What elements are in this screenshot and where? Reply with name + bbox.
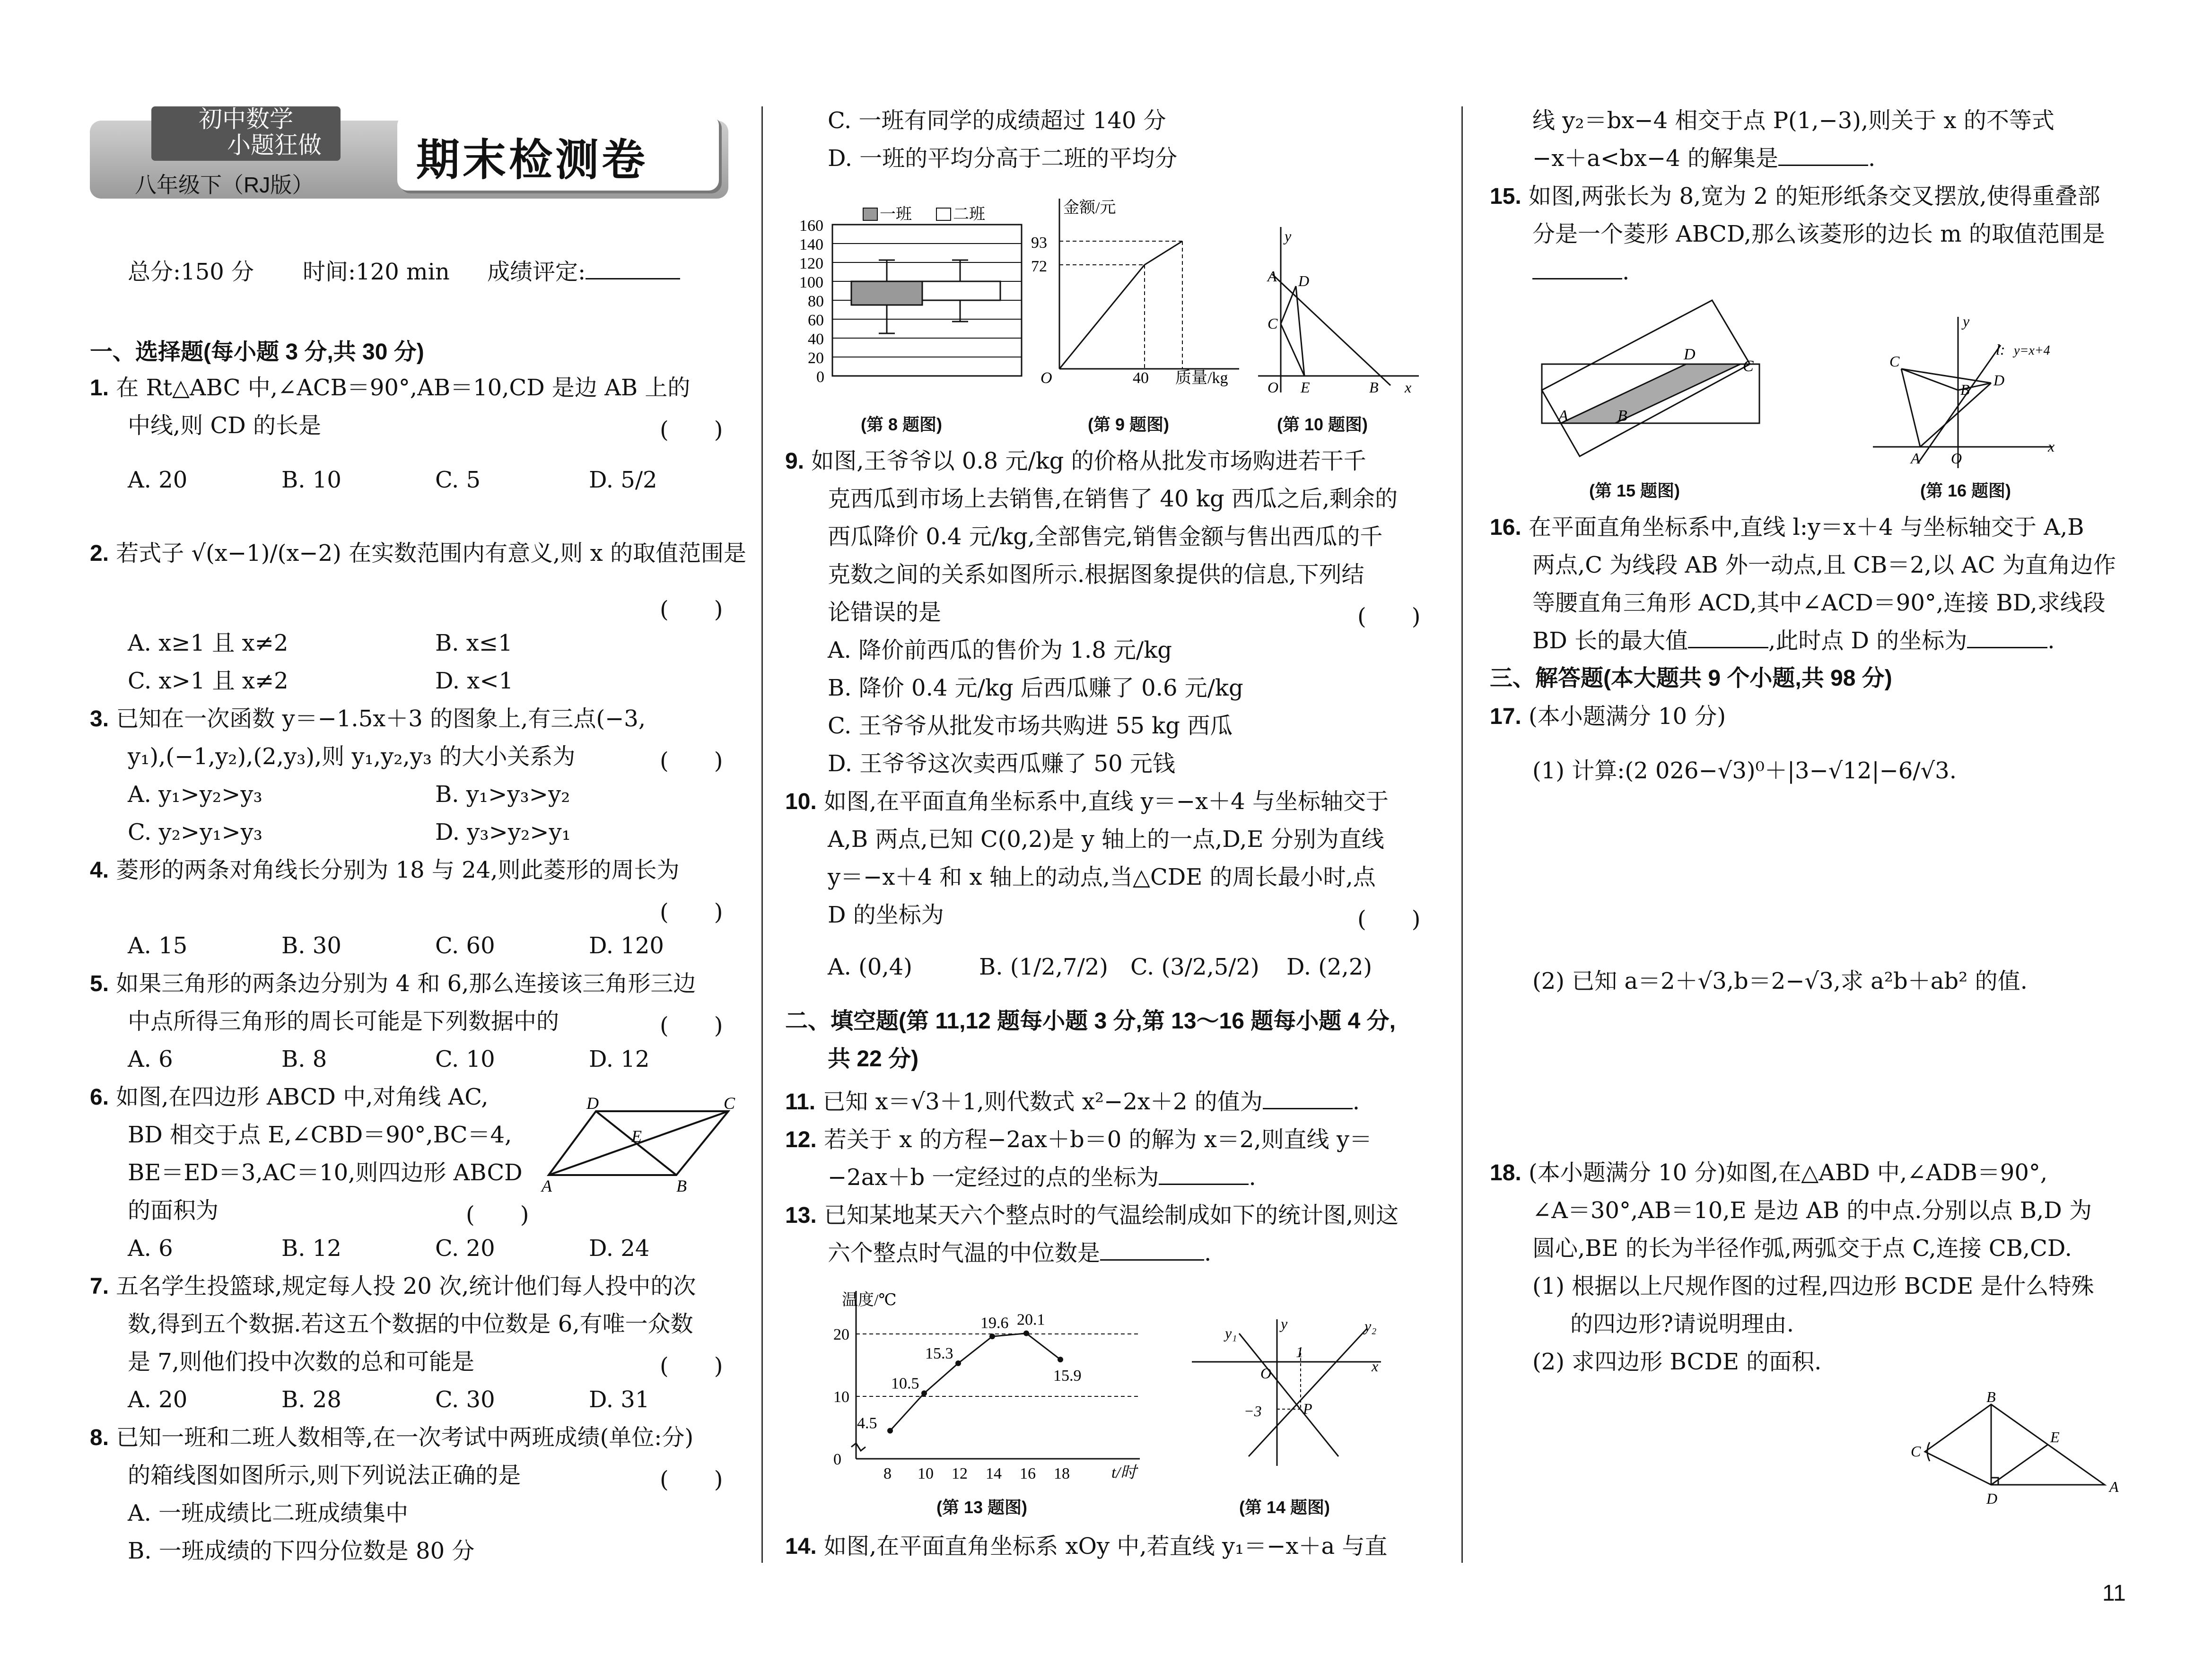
q11-number: 11.	[785, 1089, 816, 1115]
fig9-ylabel: 金额/元	[1063, 199, 1116, 217]
q4-text: 菱形的两条对角线长分别为 18 与 24,则此菱形的周长为	[116, 857, 680, 883]
q2-option-b[interactable]: B. x≤1	[435, 630, 513, 656]
fig9-x40: 40	[1133, 369, 1149, 387]
q3-option-d[interactable]: D. y₃>y₂>y₁	[435, 819, 571, 845]
q8-text-2: 的箱线图如图所示,则下列说法正确的是	[128, 1462, 521, 1489]
q12-text-2: −2ax＋b 一定经过的点的坐标为	[828, 1164, 1159, 1191]
q18-text-3: 圆心,BE 的长为半径作弧,两弧交于点 C,连接 CB,CD.	[1532, 1235, 2072, 1262]
fig16-label-y: y	[1963, 313, 1970, 330]
q3-answer-paren[interactable]: ( )	[660, 748, 723, 774]
q3-option-c[interactable]: C. y₂>y₁>y₃	[128, 819, 263, 845]
svg-text:B: B	[676, 1176, 687, 1192]
q4-number: 4.	[90, 858, 109, 883]
q13-text-2: 六个整点时气温的中位数是	[828, 1240, 1101, 1266]
fig16-label-x: x	[2048, 438, 2055, 455]
q7-option-c[interactable]: C. 30	[435, 1386, 495, 1413]
data-point	[989, 1333, 995, 1339]
q9-text-5: 论错误的是	[828, 599, 942, 626]
fig18-label-d: D	[1986, 1490, 1998, 1507]
q4-option-a[interactable]: A. 15	[128, 932, 188, 959]
q10-answer-paren[interactable]: ( )	[1357, 906, 1421, 932]
x-tick-label: 14	[986, 1465, 1002, 1482]
q6-text-4: 的面积为	[128, 1197, 219, 1224]
q5-option-c[interactable]: C. 10	[435, 1046, 495, 1072]
fig16-label-o: O	[1951, 450, 1962, 467]
q16-text-4b: ,此时点 D 的坐标为	[1768, 627, 1967, 654]
x-tick-label: 10	[918, 1465, 934, 1482]
q9-option-d[interactable]: D. 王爷爷这次卖西瓜赚了 50 元钱	[828, 750, 1175, 777]
q6-text-3: BE＝ED＝3,AC＝10,则四边形 ABCD	[128, 1159, 523, 1186]
q8-number: 8.	[90, 1425, 109, 1450]
q14-text-3: −x＋a<bx−4 的解集是	[1532, 145, 1778, 172]
y-tick-label: 20	[833, 1326, 849, 1343]
q9-option-a[interactable]: A. 降价前西瓜的售价为 1.8 元/kg	[828, 637, 1172, 663]
fig9-caption: (第 9 题图)	[1088, 415, 1170, 434]
q5-number: 5.	[90, 971, 109, 996]
x-tick-label: 18	[1054, 1465, 1070, 1482]
q17-part1: (1) 计算:(2 026−√3)⁰＋|3−√12|−6/√3.	[1532, 758, 1957, 784]
data-point	[1023, 1331, 1029, 1336]
figure-16-graph	[1863, 307, 2072, 473]
data-label: 19.6	[980, 1314, 1009, 1332]
q7-text-2: 数,得到五个数据.若这五个数据的中位数是 6,有唯一众数	[128, 1311, 693, 1337]
fig16-label-l: l:	[1996, 341, 2005, 358]
q8-option-b[interactable]: B. 一班成绩的下四分位数是 80 分	[128, 1538, 475, 1564]
q10-text-4: D 的坐标为	[828, 902, 944, 928]
fig10-caption: (第 10 题图)	[1277, 415, 1368, 434]
q14-text-2: 线 y₂＝bx−4 相交于点 P(1,−3),则关于 x 的不等式	[1532, 107, 2055, 134]
q15-answer-blank[interactable]	[1532, 259, 1622, 279]
q9-option-b[interactable]: B. 降价 0.4 元/kg 后西瓜赚了 0.6 元/kg	[828, 675, 1243, 701]
q6-answer-paren[interactable]: ( )	[466, 1202, 529, 1228]
q7-option-d[interactable]: D. 31	[589, 1386, 650, 1413]
q13-text: 已知某地某天六个整点时的气温绘制成如下的统计图,则这	[824, 1202, 1399, 1228]
q15-number: 15.	[1490, 184, 1521, 209]
svg-text:C: C	[724, 1097, 735, 1113]
column-divider-2	[1461, 106, 1463, 1563]
fig14-label-p: P	[1303, 1400, 1312, 1417]
grade-label: 八年级下（RJ版）	[135, 173, 314, 197]
q14-text: 如图,在平面直角坐标系 xOy 中,若直线 y₁＝−x＋a 与直	[824, 1533, 1388, 1559]
fig15-label-d: D	[1684, 346, 1696, 363]
x-tick-label: 8	[883, 1465, 892, 1482]
q5-text: 如果三角形的两条边分别为 4 和 6,那么连接该三角形三边	[116, 970, 696, 997]
figure-18-quadrilateral	[1897, 1390, 2133, 1518]
fig8-ytick: 40	[808, 331, 824, 348]
fig10-label-y: y	[1285, 227, 1292, 244]
fig10-label-c: C	[1268, 315, 1278, 332]
q8-option-c[interactable]: C. 一班有同学的成绩超过 140 分	[828, 107, 1166, 134]
figure-15-rhombus	[1532, 293, 1778, 468]
data-point	[955, 1360, 961, 1366]
q10-option-c[interactable]: C. (3/2,5/2)	[1130, 954, 1259, 980]
q6-option-d[interactable]: D. 24	[589, 1235, 650, 1262]
q8-text: 已知一班和二班人数相等,在一次考试中两班成绩(单位:分)	[116, 1424, 694, 1451]
q5-option-a[interactable]: A. 6	[128, 1046, 173, 1072]
q13-answer-blank[interactable]	[1100, 1240, 1204, 1261]
svg-text:E: E	[631, 1127, 642, 1146]
q10-option-b[interactable]: B. (1/2,7/2)	[979, 954, 1108, 980]
q9-text-4: 克数之间的关系如图所示.根据图象提供的信息,下列结	[828, 561, 1364, 588]
header-banner	[90, 106, 728, 201]
q11-answer-blank[interactable]	[1263, 1089, 1353, 1109]
q14-number: 14.	[785, 1534, 817, 1559]
q1-text: 在 Rt△ABC 中,∠ACB＝90°,AB＝10,CD 是边 AB 上的	[116, 375, 691, 401]
q5-answer-paren[interactable]: ( )	[660, 1012, 723, 1039]
fig8-ytick: 60	[808, 312, 824, 329]
q13-number: 13.	[785, 1203, 817, 1228]
q2-option-d[interactable]: D. x<1	[435, 668, 514, 694]
q3-text-2: y₁),(−1,y₂),(2,y₃),则 y₁,y₂,y₃ 的大小关系为	[128, 743, 576, 770]
q9-option-c[interactable]: C. 王爷爷从批发市场共购进 55 kg 西瓜	[828, 713, 1233, 739]
page-title: 期末检测卷	[416, 136, 648, 184]
q5-option-d[interactable]: D. 12	[589, 1046, 650, 1072]
data-point	[1058, 1357, 1063, 1362]
q3-number: 3.	[90, 706, 109, 732]
fig9-xlabel: 质量/kg	[1175, 369, 1228, 387]
fig16-caption: (第 16 题图)	[1920, 481, 2011, 500]
q1-text-2: 中线,则 CD 的长是	[128, 412, 321, 439]
q8-option-d[interactable]: D. 一班的平均分高于二班的平均分	[828, 145, 1178, 172]
q18-number: 18.	[1490, 1160, 1521, 1185]
fig18-label-c: C	[1911, 1443, 1921, 1460]
q7-text-3: 是 7,则他们投中次数的总和可能是	[128, 1349, 475, 1375]
q18-text-5: 的四边形?请说明理由.	[1570, 1311, 1794, 1337]
q7-answer-paren[interactable]: ( )	[660, 1353, 723, 1379]
fig14-label-y1: y₁	[1225, 1324, 1237, 1342]
fig14-label-y: y	[1281, 1315, 1288, 1332]
q12-number: 12.	[785, 1127, 817, 1152]
q18-text-2: ∠A＝30°,AB＝10,E 是边 AB 的中点.分别以点 B,D 为	[1532, 1197, 2092, 1224]
q6-text-2: BD 相交于点 E,∠CBD＝90°,BC＝4,	[128, 1122, 512, 1148]
section-answer: 三、解答题(本大题共 9 个小题,共 98 分)	[1490, 666, 1892, 691]
fig10-label-a: A	[1268, 268, 1277, 285]
q15-text-2: 分是一个菱形 ABCD,那么该菱形的边长 m 的取值范围是	[1532, 221, 2105, 247]
total-score: 总分:150 分	[128, 259, 254, 285]
q11-text: 已知 x＝√3＋1,则代数式 x²−2x＋2 的值为	[822, 1089, 1263, 1115]
q16-answer-blank-2[interactable]	[1967, 628, 2047, 648]
q2-option-a[interactable]: A. x≥1 且 x≠2	[128, 630, 289, 656]
fig18-label-b: B	[1986, 1390, 1996, 1405]
q6-option-c[interactable]: C. 20	[435, 1235, 495, 1262]
q3-option-b[interactable]: B. y₁>y₃>y₂	[435, 781, 570, 808]
figure-9-graph	[1031, 189, 1249, 397]
data-point	[921, 1390, 927, 1396]
q2-option-c[interactable]: C. x>1 且 x≠2	[128, 668, 289, 694]
fig8-ytick: 0	[816, 368, 824, 386]
fig8-legend-2: 二班	[953, 206, 985, 223]
q14-answer-blank[interactable]	[1778, 146, 1868, 166]
figure-13-line-chart	[813, 1277, 1154, 1499]
y-tick-label: 0	[833, 1451, 841, 1468]
q2-number: 2.	[90, 541, 109, 566]
fig8-legend-1: 一班	[880, 206, 912, 223]
q16-answer-blank-1[interactable]	[1688, 628, 1768, 648]
x-tick-label: 12	[952, 1465, 968, 1482]
q7-option-b[interactable]: B. 28	[281, 1386, 341, 1413]
q15-text: 如图,两张长为 8,宽为 2 的矩形纸条交叉摆放,使得重叠部	[1529, 183, 2100, 209]
fig14-label-y2: y₂	[1364, 1317, 1377, 1334]
figure-10-graph	[1249, 222, 1428, 402]
q16-text: 在平面直角坐标系中,直线 l:y＝x＋4 与坐标轴交于 A,B	[1529, 514, 2084, 540]
section-fill-2: 共 22 分)	[828, 1046, 919, 1072]
figure-8-boxplot	[785, 199, 1031, 407]
q3-text: 已知在一次函数 y＝−1.5x＋3 的图象上,有三点(−3,	[116, 706, 646, 732]
q17-heading: (本小题满分 10 分)	[1529, 703, 1726, 730]
q7-number: 7.	[90, 1274, 109, 1299]
q16-number: 16.	[1490, 515, 1521, 540]
q10-option-a[interactable]: A. (0,4)	[828, 954, 912, 980]
fig14-label-neg3: −3	[1244, 1403, 1262, 1420]
fig16-label-b: B	[1960, 381, 1970, 398]
q4-option-c[interactable]: C. 60	[435, 932, 495, 959]
q1-option-b[interactable]: B. 10	[281, 467, 341, 493]
fig15-label-c: C	[1743, 357, 1754, 375]
fig13-ylabel: 温度/℃	[842, 1291, 897, 1309]
series-line1: 初中数学	[199, 106, 293, 132]
q9-text: 如图,王爷爷以 0.8 元/kg 的价格从批发市场购进若干千	[811, 448, 1366, 474]
q9-text-3: 西瓜降价 0.4 元/kg,全部售完,销售金额与售出西瓜的千	[828, 523, 1383, 550]
page-number: 11	[2102, 1581, 2126, 1606]
q8-answer-paren[interactable]: ( )	[660, 1466, 723, 1493]
q4-option-d[interactable]: D. 120	[589, 932, 664, 959]
fig8-ytick: 120	[799, 255, 823, 272]
fig16-label-eq: y=x+4	[2014, 343, 2050, 358]
q10-option-d[interactable]: D. (2,2)	[1286, 954, 1373, 980]
q5-option-b[interactable]: B. 8	[281, 1046, 327, 1072]
data-label: 4.5	[857, 1414, 877, 1432]
fig10-label-e: E	[1301, 379, 1310, 396]
data-label: 15.3	[925, 1345, 953, 1363]
q2-text: 若式子 √(x−1)/(x−2) 在实数范围内有意义,则 x 的取值范围是	[116, 540, 746, 566]
q7-text: 五名学生投篮球,规定每人投 20 次,统计他们每人投中的次	[116, 1273, 696, 1299]
q7-option-a[interactable]: A. 20	[128, 1386, 188, 1413]
fig8-caption: (第 8 题图)	[861, 415, 943, 434]
q2-answer-paren[interactable]: ( )	[660, 596, 723, 623]
fig16-label-c: C	[1889, 353, 1900, 370]
q1-option-d[interactable]: D. 5/2	[589, 467, 657, 493]
q12-answer-blank[interactable]	[1159, 1165, 1249, 1185]
fig18-label-e: E	[2050, 1429, 2060, 1446]
q1-option-c[interactable]: C. 5	[435, 467, 481, 493]
q10-number: 10.	[785, 789, 817, 814]
fig15-label-b: B	[1617, 407, 1627, 425]
q17-part2: (2) 已知 a＝2＋√3,b＝2−√3,求 a²b＋ab² 的值.	[1532, 968, 2028, 994]
q1-option-a[interactable]: A. 20	[128, 467, 188, 493]
data-label: 20.1	[1017, 1311, 1045, 1329]
fig9-y72: 72	[1031, 258, 1047, 275]
q1-number: 1.	[90, 375, 109, 401]
fig13-xlabel: t/时	[1111, 1464, 1137, 1481]
q18-text: (本小题满分 10 分)如图,在△ABD 中,∠ADB＝90°,	[1529, 1159, 2048, 1186]
q10-text: 如图,在平面直角坐标系中,直线 y＝−x＋4 与坐标轴交于	[824, 788, 1389, 815]
q4-answer-paren[interactable]: ( )	[660, 899, 723, 925]
q10-text-2: A,B 两点,已知 C(0,2)是 y 轴上的一点,D,E 分别为直线	[828, 826, 1384, 853]
column-divider-1	[761, 106, 763, 1563]
q16-text-2: 两点,C 为线段 AB 外一动点,且 CB＝2,以 AC 为直角边作	[1532, 552, 2116, 578]
q9-answer-paren[interactable]: ( )	[1357, 603, 1421, 630]
q1-answer-paren[interactable]: ( )	[660, 417, 723, 443]
svg-text:A: A	[542, 1176, 552, 1192]
q6-number: 6.	[90, 1085, 109, 1110]
fig14-label-o: O	[1260, 1365, 1272, 1382]
fig14-label-x: x	[1372, 1358, 1379, 1375]
data-label: 10.5	[891, 1375, 919, 1393]
fig8-ytick: 100	[799, 274, 823, 291]
fig15-label-a: A	[1558, 407, 1568, 425]
data-label: 15.9	[1053, 1367, 1082, 1385]
q10-text-3: y＝−x＋4 和 x 轴上的动点,当△CDE 的周长最小时,点	[828, 864, 1376, 890]
fig9-origin: O	[1040, 369, 1052, 387]
data-point	[887, 1428, 893, 1434]
fig16-label-a: A	[1911, 450, 1920, 467]
q17-number: 17.	[1490, 704, 1521, 729]
q3-option-a[interactable]: A. y₁>y₂>y₃	[128, 781, 262, 808]
figure-14-graph	[1182, 1310, 1405, 1475]
fig10-label-o: O	[1268, 379, 1279, 396]
section-choice: 一、选择题(每小题 3 分,共 30 分)	[90, 340, 424, 365]
fig8-ytick: 140	[799, 236, 823, 253]
fig18-label-a: A	[2109, 1478, 2119, 1495]
fig10-label-d: D	[1298, 272, 1310, 289]
q18-text-6: (2) 求四边形 BCDE 的面积.	[1532, 1349, 1822, 1375]
q9-text-2: 克西瓜到市场上去销售,在销售了 40 kg 西瓜之后,剩余的	[828, 486, 1398, 512]
rating-label: 成绩评定:	[487, 258, 680, 286]
q6-option-b[interactable]: B. 12	[281, 1235, 341, 1262]
q6-option-a[interactable]: A. 6	[128, 1235, 173, 1262]
q6-text: 如图,在四边形 ABCD 中,对角线 AC,	[116, 1084, 489, 1110]
fig14-caption: (第 14 题图)	[1239, 1498, 1330, 1517]
q4-option-b[interactable]: B. 30	[281, 932, 341, 959]
y-tick-label: 10	[833, 1388, 849, 1406]
q12-text: 若关于 x 的方程−2ax＋b＝0 的解为 x＝2,则直线 y＝	[824, 1126, 1373, 1153]
fig8-ytick: 80	[808, 293, 824, 310]
fig9-y93: 93	[1031, 234, 1047, 252]
q8-option-a[interactable]: A. 一班成绩比二班成绩集中	[128, 1500, 409, 1526]
series-badge	[151, 106, 341, 161]
time-limit: 时间:120 min	[303, 259, 450, 285]
fig10-label-b: B	[1369, 379, 1379, 396]
q6-figure	[539, 1097, 738, 1192]
fig8-ytick: 160	[799, 217, 823, 235]
x-tick-label: 16	[1020, 1465, 1036, 1482]
q16-text-4: BD 长的最大值	[1532, 627, 1688, 654]
q5-text-2: 中点所得三角形的周长可能是下列数据中的	[128, 1008, 560, 1035]
fig10-label-x: x	[1405, 379, 1412, 396]
q16-text-3: 等腰直角三角形 ACD,其中∠ACD＝90°,连接 BD,求线段	[1532, 590, 2106, 616]
q18-text-4: (1) 根据以上尺规作图的过程,四边形 BCDE 是什么特殊	[1532, 1273, 2094, 1299]
q9-number: 9.	[785, 449, 804, 474]
fig13-caption: (第 13 题图)	[936, 1498, 1028, 1517]
section-fill: 二、填空题(第 11,12 题每小题 3 分,第 13～16 题每小题 4 分,	[785, 1009, 1396, 1034]
svg-text:D: D	[586, 1097, 599, 1113]
fig15-caption: (第 15 题图)	[1589, 481, 1680, 500]
fig8-ytick: 20	[808, 349, 824, 367]
fig14-label-1: 1	[1296, 1343, 1303, 1360]
series-line2: 小题狂做	[227, 132, 322, 158]
fig16-label-d: D	[1993, 372, 2005, 389]
